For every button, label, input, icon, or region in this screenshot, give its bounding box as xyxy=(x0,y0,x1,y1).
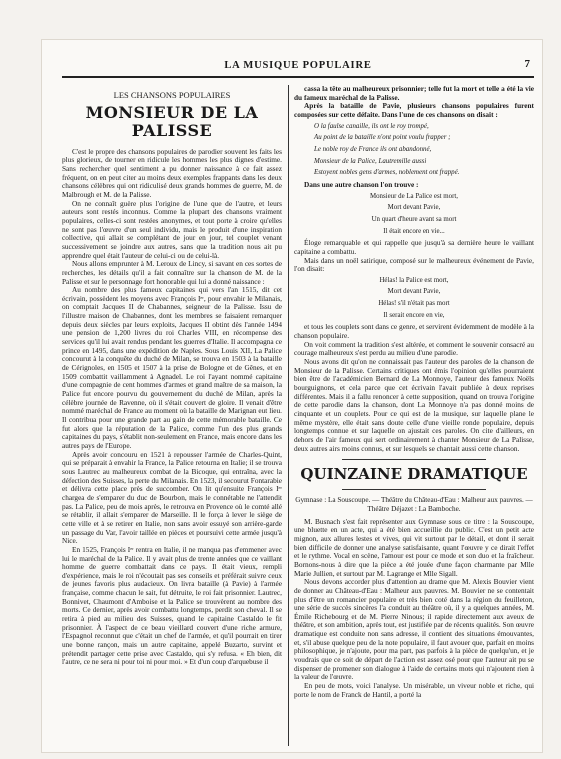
poem-line: O la faulse canaille, ils ont le roy trompé, xyxy=(314,122,429,130)
separator-rule xyxy=(342,459,486,460)
poem-line: Un quart d'heure avant sa mort xyxy=(371,215,457,223)
paragraph: C'est le propre des chansons populaires de parodier souvent les faits les plus glorieux, de tourner en ridicule les hommes les plus dignes d'estime. Sans rechercher quel sentiment a pu donner naissance à ce fait assez fréquent, on en peut citer au moins deux exemples frappants dans les deux chansons célèbres qui ont ridiculisé deux grands hommes de guerre, M. de Malbrough et M. de la Palisse. xyxy=(62,146,282,199)
poem-line: Mort devant Pavie, xyxy=(387,288,441,296)
poem-line: Estoyent nobles gens d'armes, noblement ont frappé. xyxy=(314,169,460,177)
section-title: LES CHANSONS POPULAIRES xyxy=(113,90,231,100)
newspaper-page xyxy=(42,40,542,752)
poem-line: Il serait encore en vie, xyxy=(383,311,445,319)
poem-line: Hélas! la Palice est mort, xyxy=(379,276,449,284)
paragraph: On ne connaît guère plus l'origine de l'une que de l'autre, et leurs auteurs sont restés inconnus. Comme la plupart des chansons vraiment populaires, celles-ci sont restées anonymes, et tout porte à croire qu'elles ne sont pas l'œuvre d'un seul individu, mais le produit d'une inspiration collective, qui allait se complétant de jour en jour, tel couplet venant successivement se joindre aux autres, sans que la tradition nous ait pu apprendre quel était l'auteur de celui-ci ou de celui-là. xyxy=(62,198,282,260)
paragraph: Au nombre des plus fameux capitaines qui vers l'an 1515, dit cet écrivain, possèdent les moyens avec François Iᵉʳ, pour envahir le Milanais, on comptait Jacques II de Chabannes, seigneur de la Palisse. Issu de l'illustre maison de Chabannes, dont les membres se faisaient remarquer depuis deux siècles par leurs exploits, Jacques II obtint dès l'année 1494 une pension de 1,200 livres du roi Charles VIII, en récompense des services qu'il lui avait rendus pendant les guerres d'Italie. Il accompagna ce prince en 1495, dans une expédition de Naples. Sous Louis XII, La Palice concourut à la conquête du duché de Milan, se trouva en 1503 à la bataille de Cérignoles, en 1505 et 1507 à la prise de Bologne et de Gênes, et en 1509 combattit vaillamment à Agnadel. Le roi l'ayant nommé capitaine d'une compagnie de cent hommes d'armes et grand maître de sa maison, la Palice fut encore pourvu du gouvernement du duché de Milan, après la célèbre journée de Ravenne, où il s'était couvert de gloire. Il venait d'être nommé maréchal de France au moment où la bataille de Marignan eut lieu. Il contribua pour une grande part au gain de cette mémorable bataille. Ce fut alors que la réputation de la Palice, comme l'un des plus grands capitaines du pays, s'établit non-seulement en France, mais encore dans les autres pays de l'Europe. xyxy=(62,285,282,450)
paragraph: Après la bataille de Pavie, plusieurs chansons populaires furent composées sur cette défaite. Dans l'une de ces chansons on disait : xyxy=(294,101,534,119)
paragraph: et tous les couplets sont dans ce genre, et servirent évidemment de modèle à la chanson populaire. xyxy=(294,322,534,341)
publication-title: LA MUSIQUE POPULAIRE xyxy=(224,60,372,71)
column-divider xyxy=(288,85,289,746)
paragraph: M. Busnach s'est fait représenter aux Gymnase sous ce titre : la Souscoupe, une bluette en un acte, qui a été bien accueillie du public. C'est un petit acte mignon, aux allures lestes et vives, qui vit surtout par le détail, et dont il serait bien difficile de donner une analyse satisfaisante, quant l'œuvre y ce dirait l'effet et le rythme. Vocal en scène, l'amour est pour ce mode et son duo et la fraîcheur. Bornons-nous à dire que la pièce a été jouée d'une façon charmante par Mlle Marie Jullien, et surtout par M. Lagrange et Mlle Sigall. xyxy=(294,516,534,578)
paragraph: Après avoir concouru en 1521 à repousser l'armée de Charles-Quint, qui se préparait à envahir la France, la Palice retourna en Italie; il se trouva sous Lautrec au malheureux combat de la Bicoque, qui entraîna, avec la défection des Suisses, la perte du Milanais. En 1523, il secourut Fontarabie et délivra cette place près de succomber. On lit qu'ensuite François Iᵉʳ chargea de s'emparer du duc de Bourbon, mais le connétable ne l'attendit pas. La Palice, peu de mois après, le retrouva en Provence où le comté allé se rétablir, il allait s'emparer de Marseille. Il le força à lever le siège de cette ville et à se retirer en Italie, non sans avoir essuyé son arrière-garde un passage du Var, l'avoir taillée en pièces et poursuivi cette armée jusqu'à Nice. xyxy=(62,449,282,546)
poem-line: Mort devant Pavie, xyxy=(387,204,441,212)
paragraph: En 1525, François Iᵉʳ rentra en Italie, il ne manqua pas d'emmener avec lui le maréchal de la Palice. Il y avait plus de trente années que ce vaillant homme de guerre combattait dans ce pays. Il était vieux, rempli d'expérience, mais le roi n'écoutait pas ses conseils et préférait suivre ceux de jeunes favoris plus audacieux. On livra bataille (à Pavie) à l'armée française, comme chacun le sait, fut détruite, le roi fait prisonnier. Lautrec, Bonnivet, Chaumont d'Amboise et la Palice se trouvèrent au nombre des morts. Ce dernier, après avoir combattu longtemps, perdit son cheval. Il se retira à pied au milieu des Suisses, quand le capitaine Castaldo le fit prisonnier. À l'aspect de ce beau vieillard couvert d'une riche armure, l'Espagnol reconnut que c'était un chef de l'armée, et qu'il pourrait en tirer une bonne rançon, mais un autre capitaine, appelé Buzarto, survint et prétendit partager cette prise avec Castaldo, qui s'y refusa. « Eh bien, dit l'autre, ce ne sera ni pour toi ni pour moi. » Et d'un coup d'arquebuse il xyxy=(62,544,282,667)
poem-line: Il était encore en vie... xyxy=(383,227,445,235)
poem-line: Hélas! s'il n'était pas mort xyxy=(378,300,450,308)
page-number: 7 xyxy=(524,58,530,70)
poem-line: Au point de la bataille n'ont point voulu frapper ; xyxy=(314,134,451,142)
section-heading: QUINZAINE DRAMATIQUE xyxy=(300,465,528,484)
poem-line: Monsieur de La Palice est mort, xyxy=(369,192,459,200)
paragraph: Mais dans un noël satirique, composé sur le malheureux événement de Pavie, l'on disait: xyxy=(294,255,534,274)
paragraph: On voit comment la tradition s'est altérée, et comment le souvenir consacré au courage malheureux s'est perdu au milieu d'une parodie. xyxy=(294,339,534,358)
separator-rule xyxy=(342,489,486,490)
paragraph: Dans une autre chanson l'on trouve : xyxy=(304,179,419,189)
right-column xyxy=(294,85,534,746)
page-header xyxy=(62,58,534,78)
theatre-listing: Gymnase : La Souscoupe. — Théâtre du Château-d'Eau : Malheur aux pauvres. — Théâtre Déjazet : La Bamboche. xyxy=(295,496,533,513)
left-column xyxy=(62,85,282,746)
paragraph: Éloge remarquable et qui rappelle que jusqu'à sa dernière heure le vaillant capitaine a combattu. xyxy=(294,238,534,256)
paragraph: En peu de mots, voici l'analyse. Un misérable, un viveur noble et riche, qui porte le nom de Franck de Hantil, a porté la xyxy=(294,681,534,699)
article-title: MONSIEUR DE LA PALISSE xyxy=(85,102,259,140)
paragraph: Nous devons accorder plus d'attention au drame que M. Alexis Bouvier vient de donner au Château-d'Eau : Malheur aux pauvres. M. Bouvier ne se contentait plus d'être un romancier populaire et très bien coté dans la région du feuilleton, une série de succès sincères l'a conduit au théâtre où, il y a quelques années, M. Émile Richebourg et de M. Pierre Ninous; il rapide directement aux aveux de théâtre, et son ambition, après tout, est justifiée par de récents qualités. Son œuvre dramatique est conduite non sans adresse, il contient des situations émouvantes, et, s'il abuse quelque peu de la note populaire, il faut avouer que, parfait en moins philosophique, je n'ajoute, pour ma part, pas parfois à la pièce de quelqu'un, et je voudrais que ce soit de départ de l'action est assez osé pour que l'auteur ait pu se dispenser de promener son dialogue à l'aide de certains mots qui n'ajoutent rien à la valeur de l'œuvre. xyxy=(294,577,534,682)
poem-line: Monsieur de la Palice, Lautremille aussi xyxy=(314,157,427,165)
paragraph: cassa la tête au malheureux prisonnier; telle fut la mort et telle a été la vie du fameux maréchal de la Palisse. xyxy=(294,85,534,102)
poem-line: Le noble roy de France ils ont abandonné, xyxy=(314,145,432,153)
paragraph: Nous allons emprunter à M. Leroux de Lincy, si savant en ces sortes de recherches, les détails qu'il a fait connaître sur la chanson de M. de la Palisse et sur le personnage fort honorable qui lui a donné naissance : xyxy=(62,259,282,286)
paragraph: Nous avons dit qu'on ne connaissait pas l'auteur des paroles de la chanson de Monsieur de la Palisse. Certains critiques ont émis l'opinion qu'elles pourraient bien être de l'académicien Bernard de La Monnoye, l'auteur des fameux Noëls bourguignons, et cela parce que cet écrivain l'avait publiée à deux reprises différentes. Mais il a fallu renoncer à cette supposition, quand on trouva l'origine de cette parodie dans la chanson, dont La Monnoye n'a pas donné moins de cinquante et un couplets. Pour ce qui est de la musique, sur laquelle plane le même mystère, elle était sans doute celle d'une vieille ronde populaire, depuis longtemps connue et sur laquelle on ajustait ces paroles. On cite d'ailleurs, en dehors de l'air fameux qui sert ordinairement à chanter Monsieur de La Palisse, deux autres airs moins connus, et sur lesquels se chantait aussi cette chanson. xyxy=(294,357,534,453)
